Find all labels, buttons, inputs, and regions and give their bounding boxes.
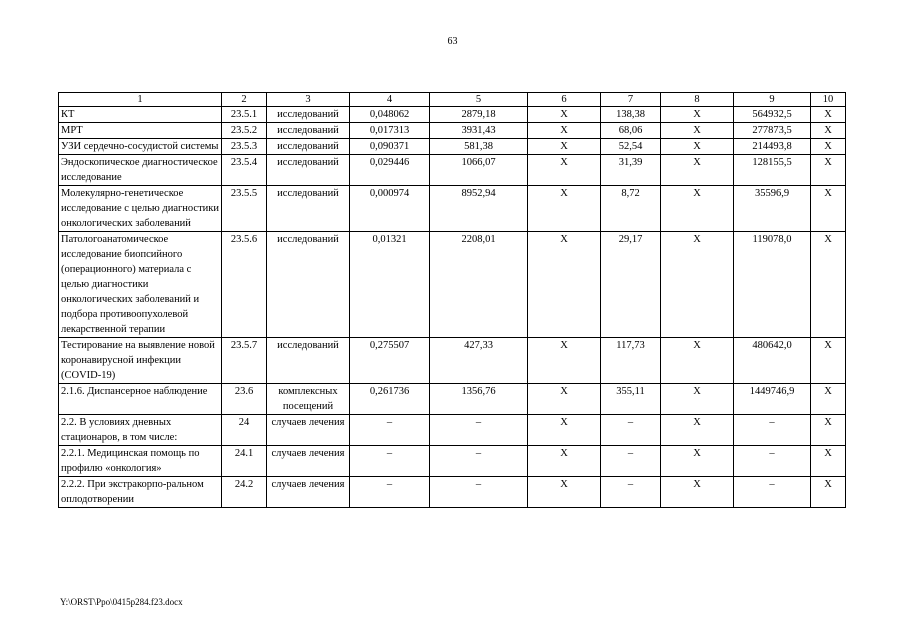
value-cell: Х xyxy=(528,446,601,477)
value-cell: Х xyxy=(661,107,734,123)
page-number: 63 xyxy=(447,36,458,47)
value-cell: – xyxy=(350,415,430,446)
row-label: 2.2. В условиях дневных стационаров, в том числе: xyxy=(59,415,222,446)
column-header: 7 xyxy=(601,93,661,107)
column-header: 5 xyxy=(430,93,528,107)
column-header: 4 xyxy=(350,93,430,107)
value-cell: 1449746,9 xyxy=(734,384,811,415)
value-cell: 427,33 xyxy=(430,338,528,384)
value-cell: 581,38 xyxy=(430,139,528,155)
value-cell: 8,72 xyxy=(601,186,661,232)
row-number: 24.2 xyxy=(222,477,267,508)
value-cell: Х xyxy=(661,155,734,186)
value-cell: Х xyxy=(811,446,846,477)
value-cell: Х xyxy=(811,155,846,186)
column-header: 1 xyxy=(59,93,222,107)
unit-cell: исследований xyxy=(267,186,350,232)
table-row xyxy=(59,123,846,139)
value-cell: 8952,94 xyxy=(430,186,528,232)
value-cell: 0,017313 xyxy=(350,123,430,139)
row-number: 23.5.3 xyxy=(222,139,267,155)
row-label: Молекулярно-генетическое исследование с целью диагностики онкологических заболеваний xyxy=(59,186,222,232)
value-cell: – xyxy=(430,415,528,446)
value-cell: Х xyxy=(811,338,846,384)
value-cell: – xyxy=(430,446,528,477)
value-cell: Х xyxy=(811,477,846,508)
table-row xyxy=(59,446,846,477)
unit-cell: исследований xyxy=(267,123,350,139)
value-cell: 119078,0 xyxy=(734,232,811,338)
value-cell: 564932,5 xyxy=(734,107,811,123)
value-cell: 355,11 xyxy=(601,384,661,415)
value-cell: – xyxy=(430,477,528,508)
value-cell: 0,000974 xyxy=(350,186,430,232)
value-cell: 277873,5 xyxy=(734,123,811,139)
value-cell: Х xyxy=(661,338,734,384)
unit-cell: исследований xyxy=(267,155,350,186)
value-cell: 0,048062 xyxy=(350,107,430,123)
unit-cell: исследований xyxy=(267,232,350,338)
value-cell: Х xyxy=(811,384,846,415)
value-cell: Х xyxy=(528,186,601,232)
value-cell: 117,73 xyxy=(601,338,661,384)
value-cell: – xyxy=(350,477,430,508)
value-cell: Х xyxy=(811,107,846,123)
value-cell: 2879,18 xyxy=(430,107,528,123)
row-label: 2.2.1. Медицинская помощь по профилю «онкология» xyxy=(59,446,222,477)
value-cell: – xyxy=(734,415,811,446)
column-header: 3 xyxy=(267,93,350,107)
footer-file-path: Y:\ORST\Ppo\0415p284.f23.docx xyxy=(60,597,183,607)
table-row xyxy=(59,139,846,155)
value-cell: Х xyxy=(528,155,601,186)
value-cell: – xyxy=(601,446,661,477)
value-cell: 0,275507 xyxy=(350,338,430,384)
unit-cell: случаев лечения xyxy=(267,477,350,508)
value-cell: Х xyxy=(811,123,846,139)
value-cell: Х xyxy=(528,139,601,155)
unit-cell: комплексных посещений xyxy=(267,384,350,415)
value-cell: 0,090371 xyxy=(350,139,430,155)
value-cell: Х xyxy=(528,123,601,139)
row-number: 23.5.1 xyxy=(222,107,267,123)
value-cell: 0,261736 xyxy=(350,384,430,415)
value-cell: – xyxy=(734,477,811,508)
row-label: Тестирование на выявление новой коронавирусной инфекции (COVID-19) xyxy=(59,338,222,384)
value-cell: 480642,0 xyxy=(734,338,811,384)
value-cell: 3931,43 xyxy=(430,123,528,139)
value-cell: Х xyxy=(528,384,601,415)
value-cell: Х xyxy=(528,232,601,338)
table-row xyxy=(59,107,846,123)
value-cell: Х xyxy=(661,415,734,446)
row-label: 2.1.6. Диспансерное наблюдение xyxy=(59,384,222,415)
row-label: Патологоанатомическое исследование биопсийного (операционного) материала с целью диагностики онкологических заболеваний и подбора противоопухолевой лекарственной терапии xyxy=(59,232,222,338)
row-label: Эндоскопическое диагностическое исследование xyxy=(59,155,222,186)
column-header: 10 xyxy=(811,93,846,107)
value-cell: 2208,01 xyxy=(430,232,528,338)
column-header: 9 xyxy=(734,93,811,107)
value-cell: Х xyxy=(661,446,734,477)
column-header: 8 xyxy=(661,93,734,107)
value-cell: 52,54 xyxy=(601,139,661,155)
column-header: 2 xyxy=(222,93,267,107)
table-row xyxy=(59,155,846,186)
value-cell: 1066,07 xyxy=(430,155,528,186)
row-label: 2.2.2. При экстракорпо-ральном оплодотворении xyxy=(59,477,222,508)
table-row xyxy=(59,415,846,446)
value-cell: 138,38 xyxy=(601,107,661,123)
row-number: 23.5.4 xyxy=(222,155,267,186)
row-number: 23.5.7 xyxy=(222,338,267,384)
value-cell: Х xyxy=(528,338,601,384)
value-cell: 214493,8 xyxy=(734,139,811,155)
row-number: 23.6 xyxy=(222,384,267,415)
value-cell: Х xyxy=(661,139,734,155)
value-cell: Х xyxy=(528,415,601,446)
row-number: 23.5.5 xyxy=(222,186,267,232)
value-cell: 1356,76 xyxy=(430,384,528,415)
row-number: 23.5.2 xyxy=(222,123,267,139)
unit-cell: случаев лечения xyxy=(267,446,350,477)
value-cell: Х xyxy=(528,107,601,123)
value-cell: Х xyxy=(811,232,846,338)
value-cell: – xyxy=(601,477,661,508)
table-row xyxy=(59,477,846,508)
table-row xyxy=(59,232,846,338)
value-cell: 68,06 xyxy=(601,123,661,139)
value-cell: – xyxy=(350,446,430,477)
header-row xyxy=(59,93,846,107)
value-cell: – xyxy=(734,446,811,477)
unit-cell: исследований xyxy=(267,139,350,155)
value-cell: Х xyxy=(661,123,734,139)
row-label: УЗИ сердечно-сосудистой системы xyxy=(59,139,222,155)
value-cell: 31,39 xyxy=(601,155,661,186)
value-cell: 128155,5 xyxy=(734,155,811,186)
unit-cell: исследований xyxy=(267,107,350,123)
row-label: МРТ xyxy=(59,123,222,139)
value-cell: Х xyxy=(811,139,846,155)
row-number: 24.1 xyxy=(222,446,267,477)
value-cell: Х xyxy=(661,477,734,508)
unit-cell: исследований xyxy=(267,338,350,384)
column-header: 6 xyxy=(528,93,601,107)
table-row xyxy=(59,338,846,384)
table-row xyxy=(59,186,846,232)
row-number: 24 xyxy=(222,415,267,446)
value-cell: Х xyxy=(661,232,734,338)
value-cell: Х xyxy=(661,384,734,415)
value-cell: – xyxy=(601,415,661,446)
row-number: 23.5.6 xyxy=(222,232,267,338)
row-label: КТ xyxy=(59,107,222,123)
data-table xyxy=(58,92,846,508)
value-cell: 35596,9 xyxy=(734,186,811,232)
unit-cell: случаев лечения xyxy=(267,415,350,446)
value-cell: 0,01321 xyxy=(350,232,430,338)
value-cell: Х xyxy=(811,186,846,232)
value-cell: 29,17 xyxy=(601,232,661,338)
value-cell: Х xyxy=(811,415,846,446)
value-cell: Х xyxy=(528,477,601,508)
value-cell: Х xyxy=(661,186,734,232)
value-cell: 0,029446 xyxy=(350,155,430,186)
table-row xyxy=(59,384,846,415)
